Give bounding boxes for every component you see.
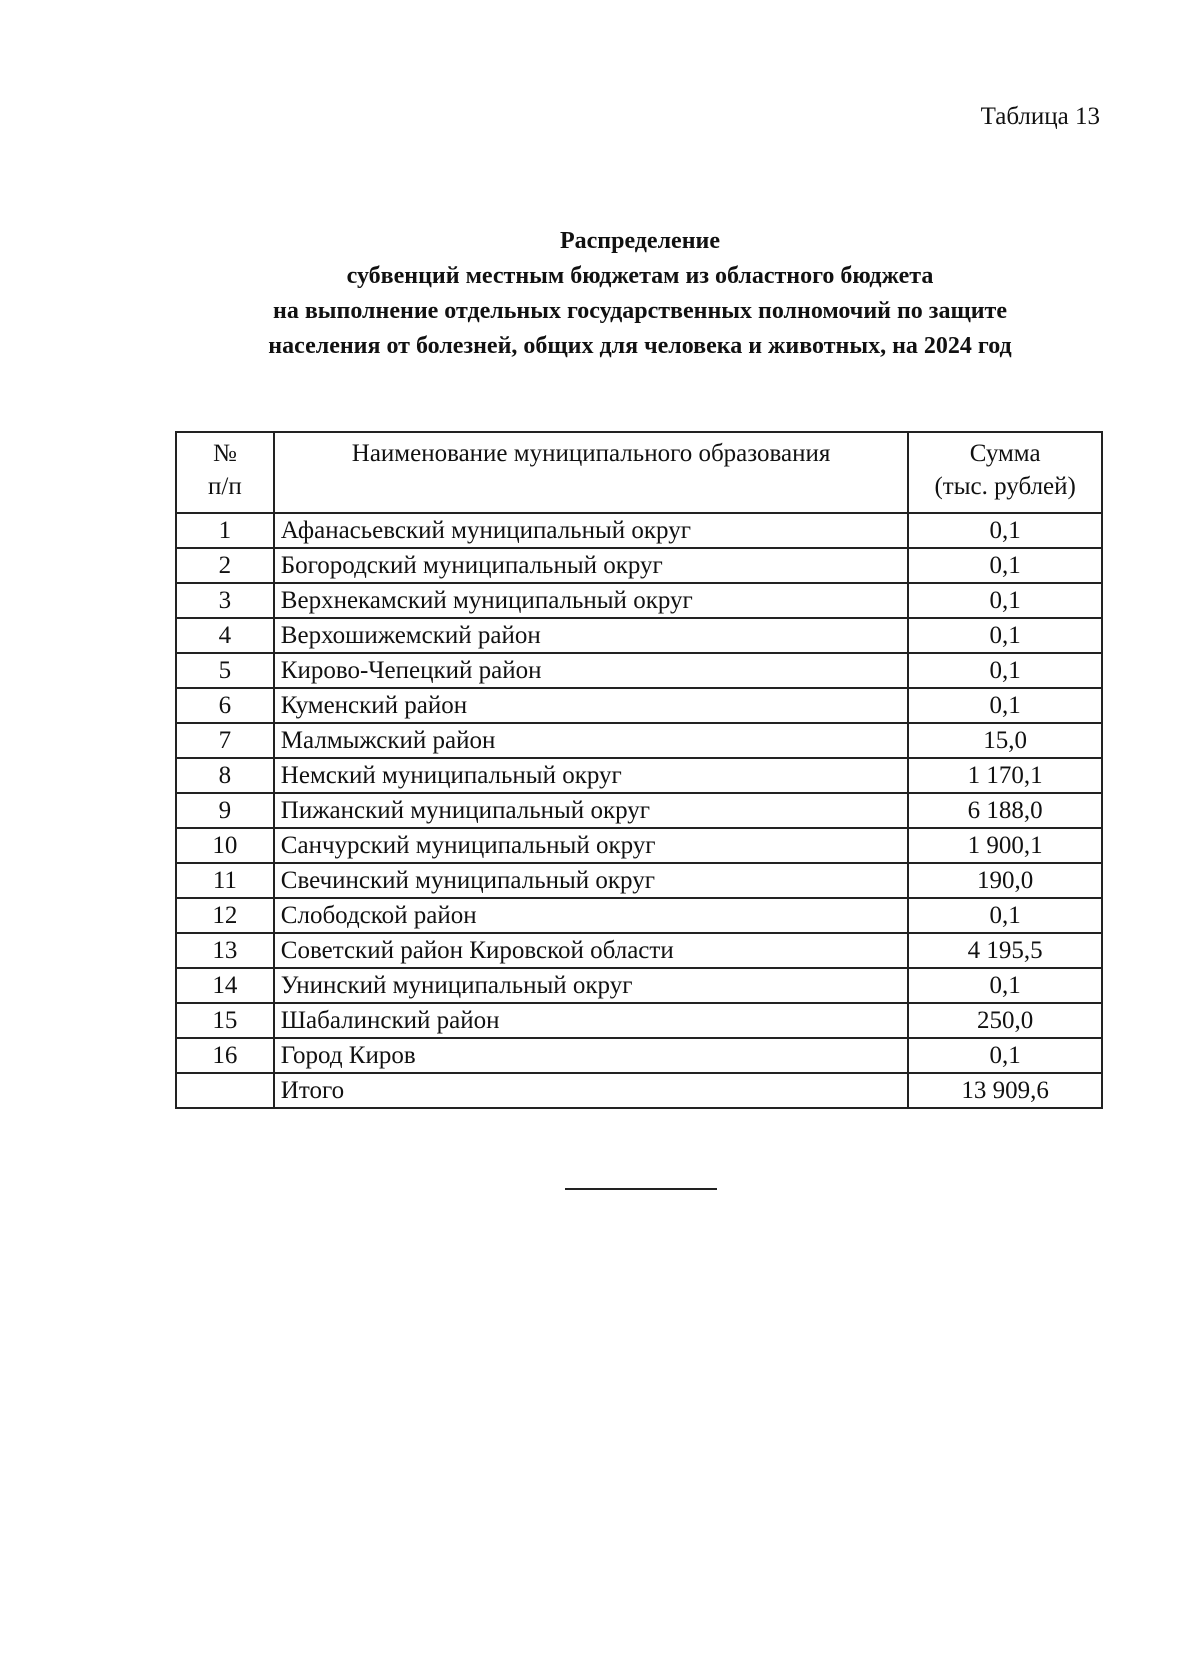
- end-divider: [565, 1188, 717, 1190]
- table-row: [176, 933, 1102, 968]
- row-name: Кирово-Чепецкий район: [274, 653, 909, 688]
- row-number: 15: [176, 1003, 274, 1038]
- table-row: [176, 898, 1102, 933]
- row-number: 7: [176, 723, 274, 758]
- title-line-2: субвенций местным бюджетам из областного бюджета: [346, 263, 934, 289]
- total-sum: 13 909,6: [908, 1073, 1102, 1108]
- row-number: 5: [176, 653, 274, 688]
- table-row: [176, 758, 1102, 793]
- row-name: Санчурский муниципальный округ: [274, 828, 909, 863]
- subvention-table: [175, 431, 1103, 1109]
- row-sum: 0,1: [908, 618, 1102, 653]
- title-line-3: на выполнение отдельных государственных полномочий по защите: [273, 298, 1007, 324]
- table-row: [176, 548, 1102, 583]
- title-line-4: населения от болезней, общих для человека и животных, на 2024 год: [268, 333, 1012, 359]
- row-sum: 250,0: [908, 1003, 1102, 1038]
- table-row: [176, 793, 1102, 828]
- row-number: 3: [176, 583, 274, 618]
- row-name: Унинский муниципальный округ: [274, 968, 909, 1003]
- row-name: Верхнекамский муниципальный округ: [274, 583, 909, 618]
- document-title: [0, 224, 1200, 364]
- row-name: Богородский муниципальный округ: [274, 548, 909, 583]
- table-row: [176, 688, 1102, 723]
- row-name: Пижанский муниципальный округ: [274, 793, 909, 828]
- table-label: Таблица 13: [980, 103, 1100, 130]
- row-sum: 0,1: [908, 898, 1102, 933]
- table-row: [176, 828, 1102, 863]
- row-name: Куменский район: [274, 688, 909, 723]
- table-header-row: [176, 432, 1102, 513]
- row-name: Советский район Кировской области: [274, 933, 909, 968]
- table-row: [176, 653, 1102, 688]
- row-number: 14: [176, 968, 274, 1003]
- row-sum: 190,0: [908, 863, 1102, 898]
- row-name: Шабалинский район: [274, 1003, 909, 1038]
- row-number: 13: [176, 933, 274, 968]
- row-number: 1: [176, 513, 274, 548]
- row-name: Свечинский муниципальный округ: [274, 863, 909, 898]
- row-name: Немский муниципальный округ: [274, 758, 909, 793]
- header-sum-line-2: (тыс. рублей): [934, 473, 1076, 500]
- row-name: Слободской район: [274, 898, 909, 933]
- header-name: Наименование муниципального образования: [274, 432, 909, 513]
- header-number-line-2: п/п: [208, 473, 242, 500]
- row-sum: 0,1: [908, 688, 1102, 723]
- row-sum: 0,1: [908, 653, 1102, 688]
- row-number: 9: [176, 793, 274, 828]
- header-number-line-1: №: [212, 440, 237, 467]
- header-sum-line-1: Сумма: [969, 440, 1041, 467]
- table-row: [176, 1003, 1102, 1038]
- row-sum: 0,1: [908, 968, 1102, 1003]
- total-number-cell: [176, 1073, 274, 1108]
- total-row: [176, 1073, 1102, 1108]
- row-sum: 0,1: [908, 1038, 1102, 1073]
- row-number: 12: [176, 898, 274, 933]
- row-number: 11: [176, 863, 274, 898]
- row-name: Малмыжский район: [274, 723, 909, 758]
- row-number: 16: [176, 1038, 274, 1073]
- table-row: [176, 513, 1102, 548]
- table-row: [176, 1038, 1102, 1073]
- row-name: Город Киров: [274, 1038, 909, 1073]
- header-sum: [908, 432, 1102, 513]
- row-number: 6: [176, 688, 274, 723]
- row-name: Верхошижемский район: [274, 618, 909, 653]
- row-number: 10: [176, 828, 274, 863]
- header-number: [176, 432, 274, 513]
- table-row: [176, 863, 1102, 898]
- row-number: 4: [176, 618, 274, 653]
- row-sum: 1 900,1: [908, 828, 1102, 863]
- row-sum: 6 188,0: [908, 793, 1102, 828]
- row-number: 8: [176, 758, 274, 793]
- row-sum: 0,1: [908, 548, 1102, 583]
- row-sum: 15,0: [908, 723, 1102, 758]
- title-line-1: Распределение: [559, 228, 721, 254]
- table-row: [176, 618, 1102, 653]
- row-sum: 0,1: [908, 513, 1102, 548]
- table-row: [176, 968, 1102, 1003]
- row-sum: 1 170,1: [908, 758, 1102, 793]
- row-sum: 4 195,5: [908, 933, 1102, 968]
- table-body: [176, 513, 1102, 1073]
- table-row: [176, 583, 1102, 618]
- table-row: [176, 723, 1102, 758]
- row-sum: 0,1: [908, 583, 1102, 618]
- row-number: 2: [176, 548, 274, 583]
- row-name: Афанасьевский муниципальный округ: [274, 513, 909, 548]
- total-label: Итого: [274, 1073, 909, 1108]
